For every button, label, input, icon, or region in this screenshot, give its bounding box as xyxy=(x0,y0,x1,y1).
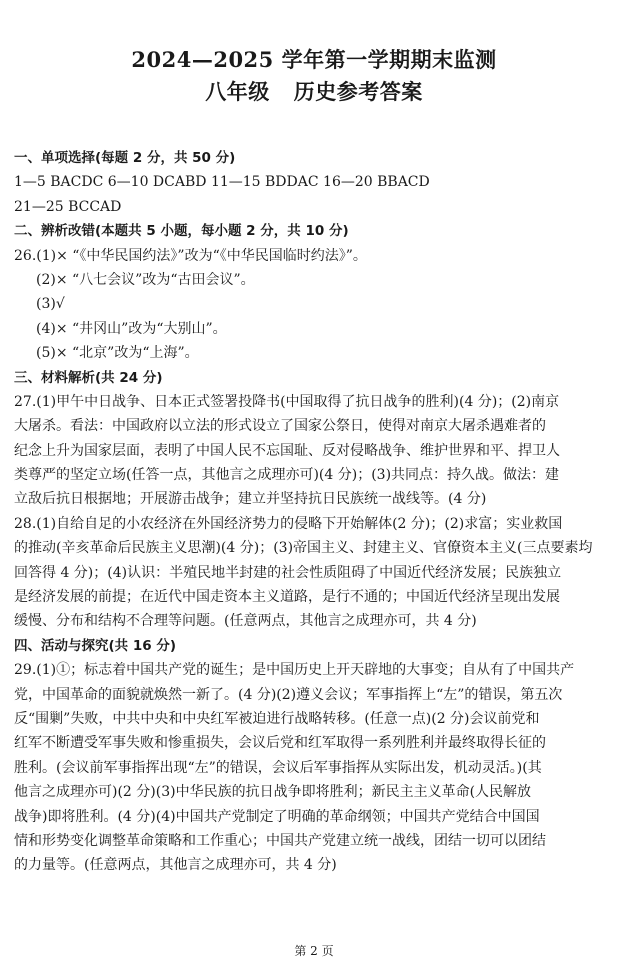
section-heading: 三、材料解析(共 24 分) xyxy=(14,369,163,386)
section-heading: 二、辨析改错(本题共 5 小题，每小题 2 分，共 10 分) xyxy=(14,223,349,240)
answer-line: (4)× “井冈山”改为“大别山”。 xyxy=(36,320,227,337)
document-title: 2024—2025 学年第一学期期末监测 xyxy=(131,47,497,72)
grade-label: 八年级 xyxy=(205,79,270,104)
answer-line: 的力量等。(任意两点，其他言之成理亦可，共 4 分) xyxy=(14,857,337,874)
answer-line: 回答得 4 分)；(4)认识：半殖民地半封建的社会性质阻碍了中国近代经济发展；民族独立 xyxy=(14,564,562,581)
answer-line: 战争)即将胜利。(4 分)(4)中国共产党制定了明确的革命纲领；中国共产党结合中国国 xyxy=(14,808,540,825)
answer-line: 党，中国革命的面貌就焕然一新了。(4 分)(2)遵义会议；军事指挥上“左”的错误，第五次 xyxy=(14,686,563,703)
answer-line: 1—5 BACDC 6—10 DCABD 11—15 BDDAC 16—20 BBACD xyxy=(14,174,430,191)
page-number: 第 2 页 xyxy=(294,944,334,958)
answer-line: 立敌后抗日根据地；开展游击战争；建立并坚持抗日民族统一战线等。(4 分) xyxy=(14,491,487,508)
answer-line: 是经济发展的前提；在近代中国走资本主义道路，是行不通的；中国近代经济呈现出发展 xyxy=(14,589,560,606)
answer-line: 大屠杀。看法：中国政府以立法的形式设立了国家公祭日，使得对南京大屠杀遇难者的 xyxy=(14,418,546,435)
answer-line: 21—25 BCCAD xyxy=(14,198,122,215)
answer-line: 28.(1)自给自足的小农经济在外国经济势力的侵略下开始解体(2 分)；(2)求富；实业救国 xyxy=(14,515,563,532)
answer-line: 类尊严的坚定立场(任答一点，其他言之成理亦可)(4 分)；(3)共同点：持久战。做法：建 xyxy=(14,467,560,484)
answer-line: (5)× “北京”改为“上海”。 xyxy=(36,345,199,362)
answer-line: 26.(1)× “《中华民国约法》”改为“《中华民国临时约法》”。 xyxy=(14,247,367,264)
answer-line: (3)√ xyxy=(36,296,65,313)
subject-label: 历史参考答案 xyxy=(293,79,423,104)
document-subtitle xyxy=(0,76,628,106)
answer-line: 他言之成理亦可)(2 分)(3)中华民族的抗日战争即将胜利；新民主主义革命(人民解放 xyxy=(14,784,532,801)
answer-line: 红军不断遭受军事失败和惨重损失，会议后党和红军取得一系列胜利并最终取得长征的 xyxy=(14,735,546,752)
answer-line: 反“围剿”失败，中共中央和中央红军被迫进行战略转移。(任意一点)(2 分)会议前党和 xyxy=(14,710,540,727)
answer-line: 的推动(辛亥革命后民族主义思潮)(4 分)；(3)帝国主义、封建主义、官僚资本主义(三点要素均 xyxy=(14,540,593,557)
answer-line: 胜利。(会议前军事指挥出现“左”的错误，会议后军事指挥从实际出发，机动灵活。)(其 xyxy=(14,759,542,776)
answer-line: 27.(1)甲午中日战争、日本正式签署投降书(中国取得了抗日战争的胜利)(4 分)；(2)南京 xyxy=(14,393,560,410)
answer-line: 情和形势变化调整革命策略和工作重心；中国共产党建立统一战线，团结一切可以团结 xyxy=(14,832,546,849)
answer-line: (2)× “八七会议”改为“古田会议”。 xyxy=(36,271,255,288)
section-heading: 一、单项选择(每题 2 分，共 50 分) xyxy=(14,150,236,166)
answer-line: 缓慢、分布和结构不合理等问题。(任意两点，其他言之成理亦可，共 4 分) xyxy=(14,613,477,630)
answer-line: 纪念上升为国家层面，表明了中国人民不忘国耻、反对侵略战争、维护世界和平、捍卫人 xyxy=(14,442,560,459)
answer-content xyxy=(14,146,618,878)
answer-line: 29.(1)①；标志着中国共产党的诞生；是中国历史上开天辟地的大事变；自从有了中国共产 xyxy=(14,662,575,679)
section-heading: 四、活动与探究(共 16 分) xyxy=(14,637,177,654)
